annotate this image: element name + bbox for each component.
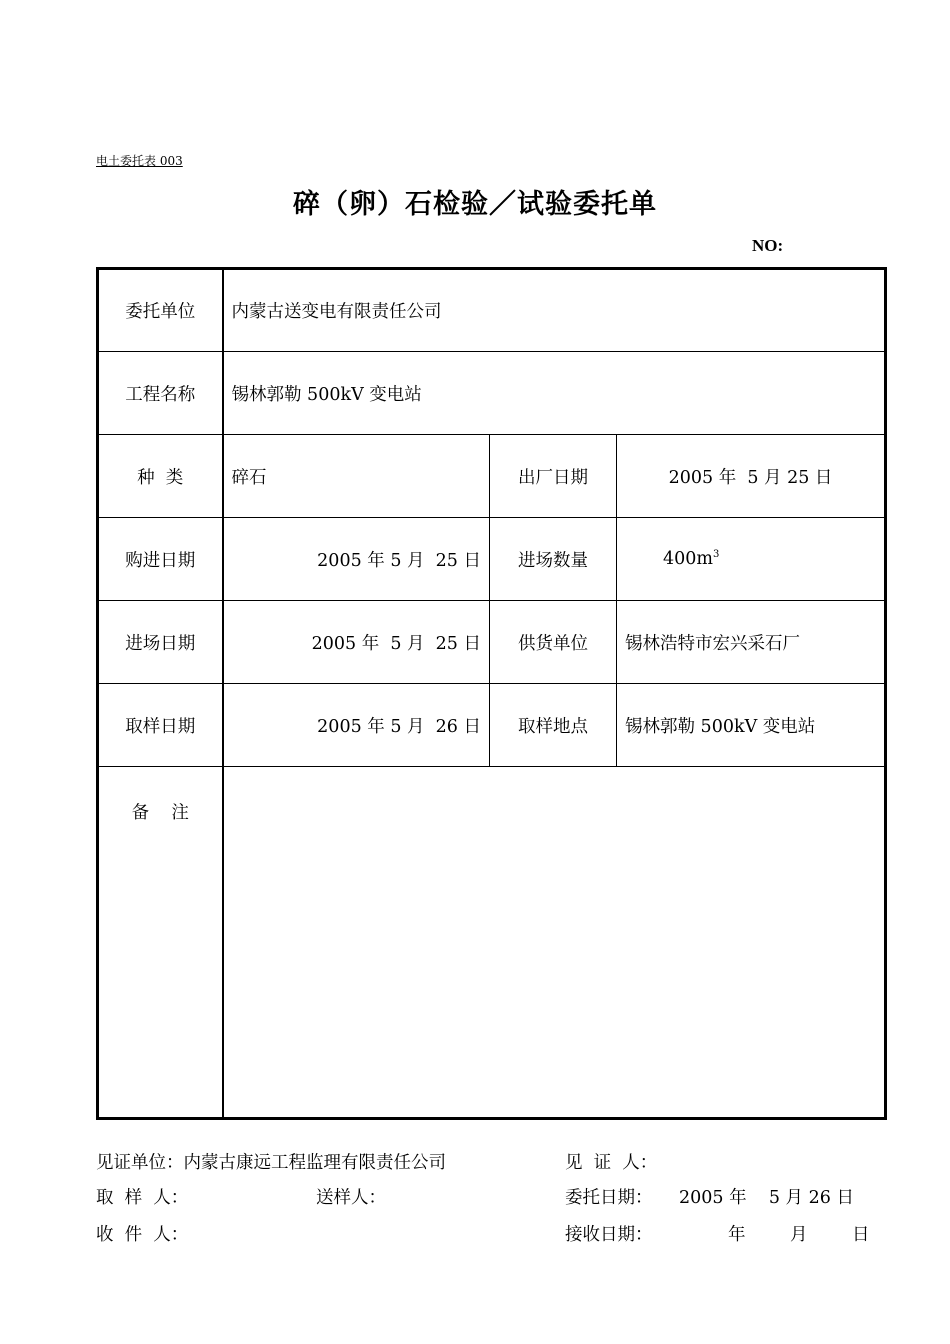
table-row	[98, 269, 886, 352]
type-value: 碎石	[223, 435, 490, 518]
factory-date-value: 2005 年 5 月 25 日	[617, 435, 886, 518]
purchase-date-value: 2005 年 5 月 25 日	[223, 518, 490, 601]
project-label: 工程名称	[98, 352, 223, 435]
remarks-value	[223, 767, 886, 1119]
receive-date-value: 年 月 日	[728, 1225, 870, 1245]
entry-quantity-number: 400m	[663, 549, 713, 569]
client-value: 内蒙古送变电有限责任公司	[223, 269, 886, 352]
factory-date-label: 出厂日期	[490, 435, 617, 518]
project-value: 锡林郭勒 500kV 变电站	[223, 352, 886, 435]
commission-form-table	[96, 267, 887, 1120]
receiver-label: 收 件 人：	[96, 1225, 189, 1245]
number-label: NO:	[752, 236, 784, 255]
table-row	[98, 435, 886, 518]
table-row	[98, 601, 886, 684]
table-row	[98, 352, 886, 435]
purchase-date-label: 购进日期	[98, 518, 223, 601]
entry-quantity-unit-superscript: 3	[713, 549, 720, 561]
client-label: 委托单位	[98, 269, 223, 352]
witness-unit: 见证单位：内蒙古康远工程监理有限责任公司	[96, 1153, 446, 1173]
form-code: 电土委托表 003	[96, 154, 183, 168]
entry-date-value: 2005 年 5 月 25 日	[223, 601, 490, 684]
supplier-value: 锡林浩特市宏兴采石厂	[617, 601, 886, 684]
entry-quantity-label: 进场数量	[490, 518, 617, 601]
page-title: 碎（卵）石检验／试验委托单	[293, 189, 657, 220]
sample-place-label: 取样地点	[490, 684, 617, 767]
supplier-label: 供货单位	[490, 601, 617, 684]
entrust-date-value: 2005 年 5 月 26 日	[679, 1188, 854, 1208]
sender-label: 送样人：	[316, 1188, 386, 1208]
sample-place-value: 锡林郭勒 500kV 变电站	[617, 684, 886, 767]
entry-date-label: 进场日期	[98, 601, 223, 684]
table-row	[98, 767, 886, 1119]
table-row	[98, 518, 886, 601]
sample-date-value: 2005 年 5 月 26 日	[223, 684, 490, 767]
sample-date-label: 取样日期	[98, 684, 223, 767]
witness-person-label: 见 证 人：	[565, 1153, 658, 1173]
entrust-date-label: 委托日期：	[565, 1188, 653, 1208]
table-row	[98, 684, 886, 767]
sampler-label: 取 样 人：	[96, 1188, 189, 1208]
remarks-label: 备 注	[98, 767, 223, 1119]
receive-date-label: 接收日期：	[565, 1225, 653, 1245]
entry-quantity-value	[617, 518, 886, 601]
type-label: 种 类	[98, 435, 223, 518]
